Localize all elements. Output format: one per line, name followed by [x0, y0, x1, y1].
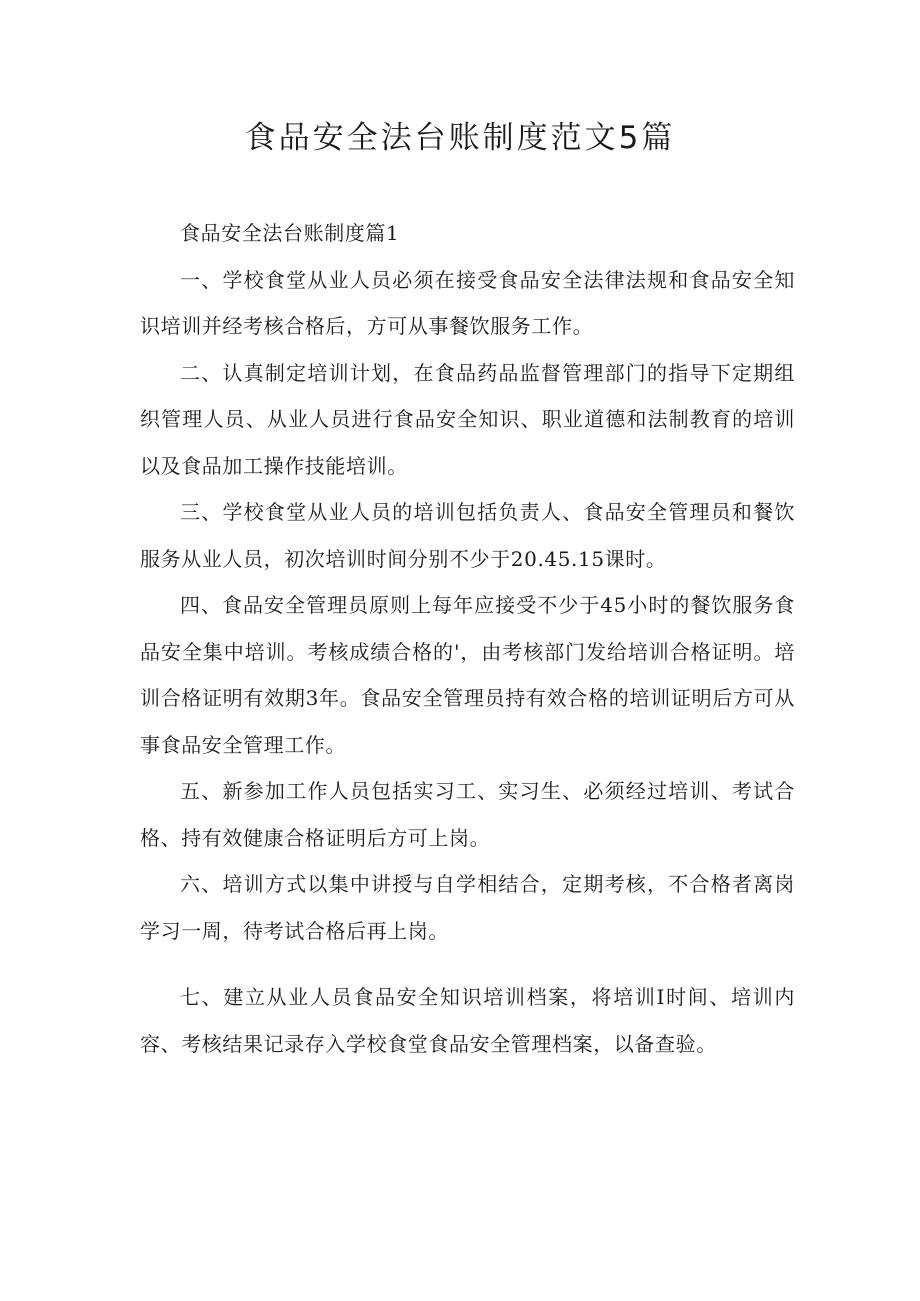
paragraph-4: 四、食品安全管理员原则上每年应接受不少于45小时的餐饮服务食品安全集中培训。考核成绩合格的'，由考核部门发给培训合格证明。培训合格证明有效期3年。食品安全管理员持有效合格的培训证明后方可从事食品安全管理工作。 [140, 593, 795, 757]
paragraph-1: 一、学校食堂从业人员必须在接受食品安全法律法规和食品安全知识培训并经考核合格后，方可从事餐饮服务工作。 [140, 267, 795, 338]
paragraph-2: 二、认真制定培训计划，在食品药品监督管理部门的指导下定期组织管理人员、从业人员进行食品安全知识、职业道德和法制教育的培训以及食品加工操作技能培训。 [140, 360, 795, 478]
paragraph-5: 五、新参加工作人员包括实习工、实习生、必须经过培训、考试合格、持有效健康合格证明后方可上岗。 [140, 779, 795, 850]
section-heading: 食品安全法台账制度篇1 [180, 221, 400, 245]
paragraph-3: 三、学校食堂从业人员的培训包括负责人、食品安全管理员和餐饮服务从业人员，初次培训时间分别不少于20.45.15课时。 [140, 500, 795, 571]
document-title: 食品安全法台账制度范文5篇 [244, 120, 676, 156]
document-body [140, 210, 795, 1067]
paragraph-7: 七、建立从业人员食品安全知识培训档案，将培训I时间、培训内容、考核结果记录存入学校食堂食品安全管理档案，以备查验。 [140, 985, 795, 1056]
paragraph-6: 六、培训方式以集中讲授与自学相结合，定期考核，不合格者离岗学习一周，待考试合格后再上岗。 [140, 872, 795, 943]
